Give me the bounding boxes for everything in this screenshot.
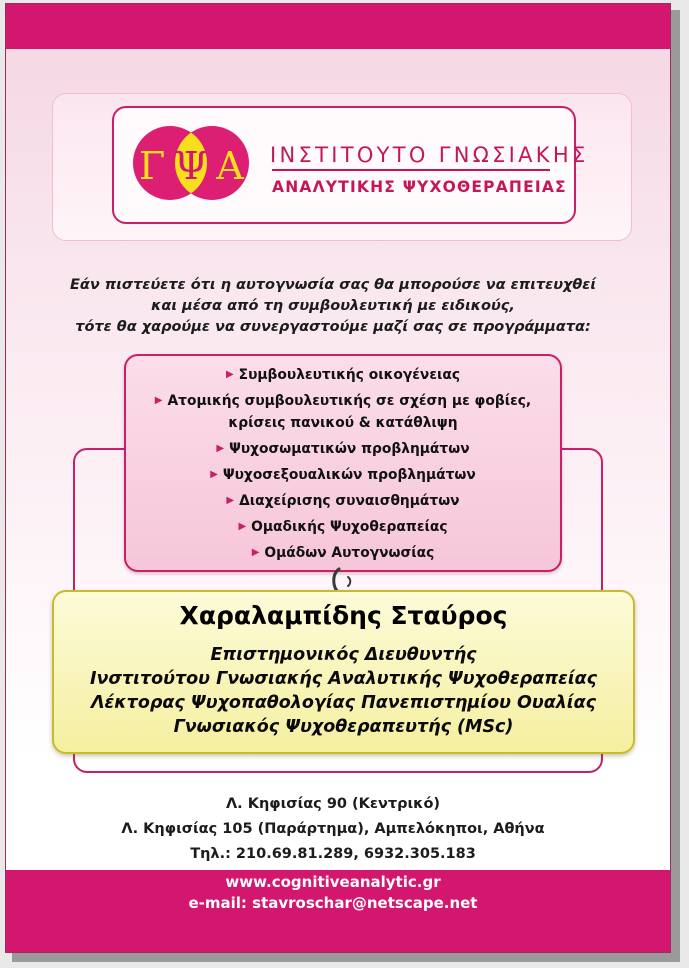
institute-name-line2: ΑΝΑΛΥΤΙΚΗΣ ΨΥΧΟΘΕΡΑΠΕΙΑΣ [272,178,567,196]
institute-name-line1: ΙΝΣΤΙΤΟΥΤΟ ΓΝΩΣΙΑΚΗΣ [270,143,589,167]
logo-divider [272,169,550,171]
director-title-line: Ινστιτούτου Γνωσιακής Αναλυτικής Ψυχοθεραπείας [89,669,598,689]
bullet-arrow-icon: ▶ [216,443,225,454]
address-line: Λ. Κηφισίας 90 (Κεντρικό) [225,796,441,812]
bullet-arrow-icon: ▶ [154,395,163,406]
phone-line: Τηλ.: 210.69.81.289, 6932.305.183 [190,846,476,862]
logo-letter-psi: Ψ [174,144,208,188]
bullet-arrow-icon: ▶ [225,369,234,380]
program-item: ▶ Ατομικής συμβουλευτικής σε σχέση με φοβίες, κρίσεις πανικού & κατάθλιψη [154,393,532,431]
logo-letter-gamma: Γ [138,144,166,188]
program-item: ▶ Ψυχοσωματικών προβλημάτων [216,441,470,457]
director-titles [52,643,635,739]
intro-line: και μέσα από τη συμβουλευτική με ειδικούς, [151,298,515,314]
intro-line: Εάν πιστεύετε ότι η αυτογνωσία σας θα μπορούσε να επιτευχθεί [69,277,597,293]
intro-line: τότε θα χαρούμε να συνεργαστούμε μαζί σας σε προγράμματα: [75,319,591,335]
website-link[interactable]: www.cognitiveanalytic.gr [225,873,441,891]
institute-logo-mark [130,115,252,211]
program-item: ▶ Συμβουλευτικής οικογένειας [225,367,461,383]
bullet-arrow-icon: ▶ [226,495,235,506]
email-link[interactable]: e-mail: stavroschar@netscape.net [188,894,478,912]
program-item: ▶ Διαχείρισης συναισθημάτων [226,493,460,509]
contact-block [0,872,666,914]
bullet-arrow-icon: ▶ [210,469,218,480]
address-block [20,792,646,867]
program-item: ▶ Ομάδων Αυτογνωσίας [251,545,435,561]
director-title-line: Γνωσιακός Ψυχοθεραπευτής (MSc) [173,717,514,737]
director-name: Χαραλαμπίδης Σταύρος [179,601,508,630]
address-line: Λ. Κηφισίας 105 (Παράρτημα), Αμπελόκηποι, Αθήνα [121,821,545,837]
program-item: ▶ Ομαδικής Ψυχοθεραπείας [238,519,448,535]
logo-letter-alpha: Α [216,144,244,188]
programs-list [126,363,560,567]
intro-text [20,275,646,338]
director-title-line: Επιστημονικός Διευθυντής [210,645,477,665]
bullet-arrow-icon: ▶ [251,547,260,558]
top-magenta-bar [6,4,670,49]
program-item: ▶ Ψυχοσεξουαλικών προβλημάτων [210,467,476,483]
bullet-arrow-icon: ▶ [238,521,247,532]
director-title-line: Λέκτορας Ψυχοπαθολογίας Πανεπιστημίου Ουαλίας [90,693,597,713]
